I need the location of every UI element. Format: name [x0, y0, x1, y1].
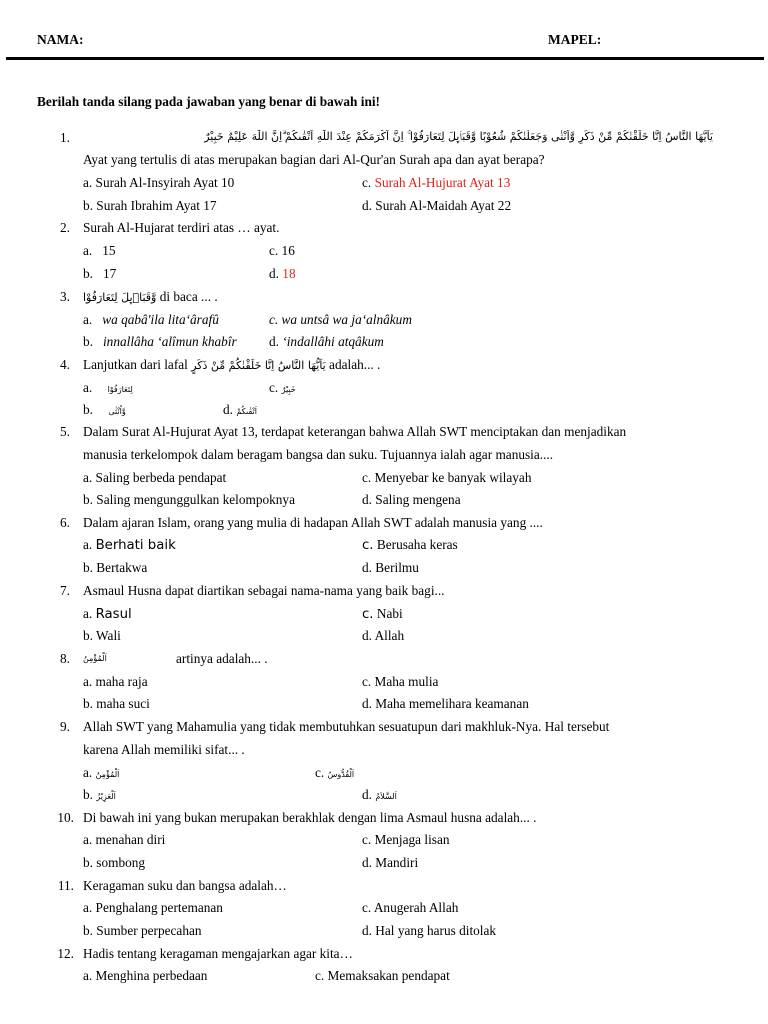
option-b[interactable]: b. Bertakwa: [83, 560, 148, 575]
option-letter: c.: [315, 765, 325, 780]
option-b[interactable]: [83, 334, 237, 350]
option-c[interactable]: [362, 175, 510, 191]
option-c[interactable]: c. Anugerah Allah: [362, 900, 459, 915]
option-a[interactable]: [83, 312, 219, 328]
question-number: 1.: [60, 130, 70, 145]
option-c[interactable]: [315, 765, 354, 781]
option-a[interactable]: [83, 380, 133, 396]
option-b[interactable]: b. sombong: [83, 855, 146, 870]
question-prefix: Lanjutkan dari lafal: [83, 357, 188, 372]
question-suffix: adalah... .: [325, 357, 381, 372]
option-value: Nabi: [376, 606, 403, 621]
option-a[interactable]: [83, 765, 119, 781]
question-text: Asmaul Husna dapat diartikan sebagai nama-nama yang baik bagi...: [83, 583, 445, 598]
option-value: Berhati baik: [95, 538, 176, 553]
option-d[interactable]: d. Maha memelihara keamanan: [362, 696, 529, 711]
question-number: 4.: [60, 357, 70, 372]
question-text: [83, 289, 218, 305]
question-number: 5.: [60, 424, 70, 439]
option-d[interactable]: d. Saling mengena: [362, 492, 461, 507]
option-b[interactable]: b. Surah Ibrahim Ayat 17: [83, 198, 217, 213]
option-arabic: خَبِيْرٌ: [281, 385, 296, 394]
option-c[interactable]: [269, 380, 296, 396]
option-arabic: وَّاُنْثٰى: [108, 407, 126, 416]
option-letter: a.: [83, 312, 93, 327]
question-text-continued: manusia terkelompok dalam beragam bangsa dan suku. Tujuannya ialah agar manusia....: [83, 447, 554, 462]
question-number: 10.: [57, 810, 74, 825]
question-text: [83, 357, 380, 373]
name-label: NAMA:: [37, 32, 84, 47]
option-value: Rasul: [95, 607, 132, 622]
option-a[interactable]: a. Penghalang pertemanan: [83, 900, 223, 915]
option-arabic: لِتَعَارَفُوْا: [107, 385, 133, 394]
subject-label: MAPEL:: [548, 32, 602, 47]
option-b[interactable]: b. Sumber perpecahan: [83, 923, 202, 938]
option-d[interactable]: d. Allah: [362, 628, 405, 643]
question-text: Di bawah ini yang bukan merupakan berakhlak dengan lima Asmaul husna adalah... .: [83, 810, 537, 825]
option-b[interactable]: [83, 266, 116, 282]
option-b[interactable]: b. Saling mengunggulkan kelompoknya: [83, 492, 295, 507]
option-value: 17: [102, 266, 117, 281]
option-a[interactable]: a. menahan diri: [83, 832, 166, 847]
option-letter: a.: [83, 765, 93, 780]
question-number: 8.: [60, 651, 70, 666]
option-a[interactable]: a. Saling berbeda pendapat: [83, 470, 227, 485]
question-text-continued: karena Allah memiliki sifat... .: [83, 742, 245, 757]
option-b[interactable]: b. Wali: [83, 628, 121, 643]
instruction-text: Berilah tanda silang pada jawaban yang benar di bawah ini!: [37, 94, 380, 109]
option-d[interactable]: [269, 334, 384, 350]
option-letter: c.: [269, 380, 279, 395]
option-a[interactable]: [83, 606, 132, 622]
option-a[interactable]: [83, 537, 176, 553]
question-text: artinya adalah... .: [176, 651, 268, 666]
option-d[interactable]: [269, 266, 296, 282]
question-text: Ayat yang tertulis di atas merupakan bagian dari Al-Qur'an Surah apa dan ayat berapa?: [83, 152, 545, 167]
option-a[interactable]: a. Menghina perbedaan: [83, 968, 208, 983]
question-text: Surah Al-Hujarat terdiri atas … ayat.: [83, 220, 280, 235]
option-letter: c.: [362, 175, 375, 190]
option-c[interactable]: c. Maha mulia: [362, 674, 439, 689]
option-arabic: اَلْقُدُّوسُ: [327, 770, 355, 779]
question-arabic-verse: يَاَيُّهَا النَّاسُ اِنَّا خَلَقْنٰكُمْ مِّنْ ذَكَرٍ وَّاُنْثٰى وَجَعَلْنٰكُمْ شُعُوْبًا وَّقَبَاۤىِٕلَ لِتَعَارَفُوْا ۚ اِنَّ اَكْرَمَكُمْ عِنْدَ اللّٰهِ اَتْقٰىكُمْ ۗاِنَّ اللّٰهَ عَلِيْمٌ خَبِيْرٌ: [204, 130, 713, 143]
question-number: 3.: [60, 289, 70, 304]
option-letter: b.: [83, 334, 93, 349]
option-c[interactable]: c. 16: [269, 243, 295, 258]
question-text: Keragaman suku dan bangsa adalah…: [83, 878, 287, 893]
option-letter: a.: [83, 606, 96, 621]
option-letter: d.: [269, 266, 283, 281]
option-c[interactable]: c. Menjaga lisan: [362, 832, 450, 847]
question-arabic-name: اَلْمُؤْمِنُ: [83, 654, 107, 663]
option-value: wa qabâ'ila lita‘ârafû: [102, 312, 219, 327]
answer-key: 18: [282, 266, 296, 281]
option-c[interactable]: c. wa untsâ wa ja‘alnâkum: [269, 312, 412, 327]
answer-key: Surah Al-Hujurat Ayat 13: [374, 175, 511, 190]
option-a[interactable]: a. maha raja: [83, 674, 148, 689]
option-letter: d.: [223, 402, 233, 417]
option-letter: a.: [83, 243, 93, 258]
question-text: Hadis tentang keragaman mengajarkan agar kita…: [83, 946, 353, 961]
option-letter: b.: [83, 266, 93, 281]
option-d[interactable]: d. Mandiri: [362, 855, 419, 870]
option-letter: c.: [362, 538, 374, 553]
option-c[interactable]: c. Memaksakan pendapat: [315, 968, 450, 983]
option-arabic: اَلْمُؤْمِنُ: [95, 770, 120, 779]
option-arabic: اَلْعَزِيْزُ: [96, 792, 116, 801]
option-letter: c.: [362, 607, 374, 622]
option-b[interactable]: b. maha suci: [83, 696, 150, 711]
option-d[interactable]: d. Hal yang harus ditolak: [362, 923, 497, 938]
option-letter: d.: [269, 334, 283, 349]
question-arabic-phrase: يَاَيُّهَا النَّاسُ اِنَّا خَلَقْنٰكُمْ مِّنْ ذَكَرٍ: [191, 359, 326, 372]
option-value: innallâha ‘alîmun khabîr: [102, 334, 237, 349]
option-arabic: اَلسَّلاَمُ: [375, 792, 397, 801]
header-divider: [6, 57, 764, 60]
question-number: 7.: [60, 583, 70, 598]
question-text: Dalam ajaran Islam, orang yang mulia di hadapan Allah SWT adalah manusia yang ....: [83, 515, 543, 530]
option-letter: d.: [362, 787, 372, 802]
option-c[interactable]: [362, 606, 403, 622]
option-a[interactable]: [83, 243, 116, 259]
option-value: ‘indallâhi atqâkum: [282, 334, 384, 349]
option-letter: b.: [83, 402, 93, 417]
question-number: 11.: [57, 878, 74, 893]
question-number: 6.: [60, 515, 70, 530]
option-c[interactable]: c. Menyebar ke banyak wilayah: [362, 470, 532, 485]
option-letter: b.: [83, 787, 93, 802]
option-b[interactable]: [83, 787, 116, 803]
option-letter: a.: [83, 380, 93, 395]
question-text: Dalam Surat Al-Hujurat Ayat 13, terdapat keterangan bahwa Allah SWT menciptakan dan menjadikan: [83, 424, 627, 439]
option-d[interactable]: [223, 402, 257, 418]
question-suffix: di baca ... .: [156, 289, 218, 304]
question-number: 2.: [60, 220, 70, 235]
option-c[interactable]: [362, 537, 458, 553]
question-text: Allah SWT yang Mahamulia yang tidak membutuhkan sesuatupun dari makhluk-Nya. Hal tersebut: [83, 719, 610, 734]
option-d[interactable]: [362, 787, 397, 803]
option-value: 15: [102, 243, 116, 258]
question-number: 12.: [57, 946, 74, 961]
option-d[interactable]: d. Berilmu: [362, 560, 419, 575]
option-letter: a.: [83, 537, 96, 552]
question-arabic-phrase: وَّقَبَاۤىِٕلَ لِتَعَارَفُوْا: [83, 291, 157, 304]
option-a[interactable]: a. Surah Al-Insyirah Ayat 10: [83, 175, 235, 190]
question-number: 9.: [60, 719, 70, 734]
option-d[interactable]: d. Surah Al-Maidah Ayat 22: [362, 198, 512, 213]
option-b[interactable]: [83, 402, 126, 418]
option-arabic: اَتْقٰىكُمْ: [236, 407, 257, 416]
option-value: Berusaha keras: [376, 537, 458, 552]
